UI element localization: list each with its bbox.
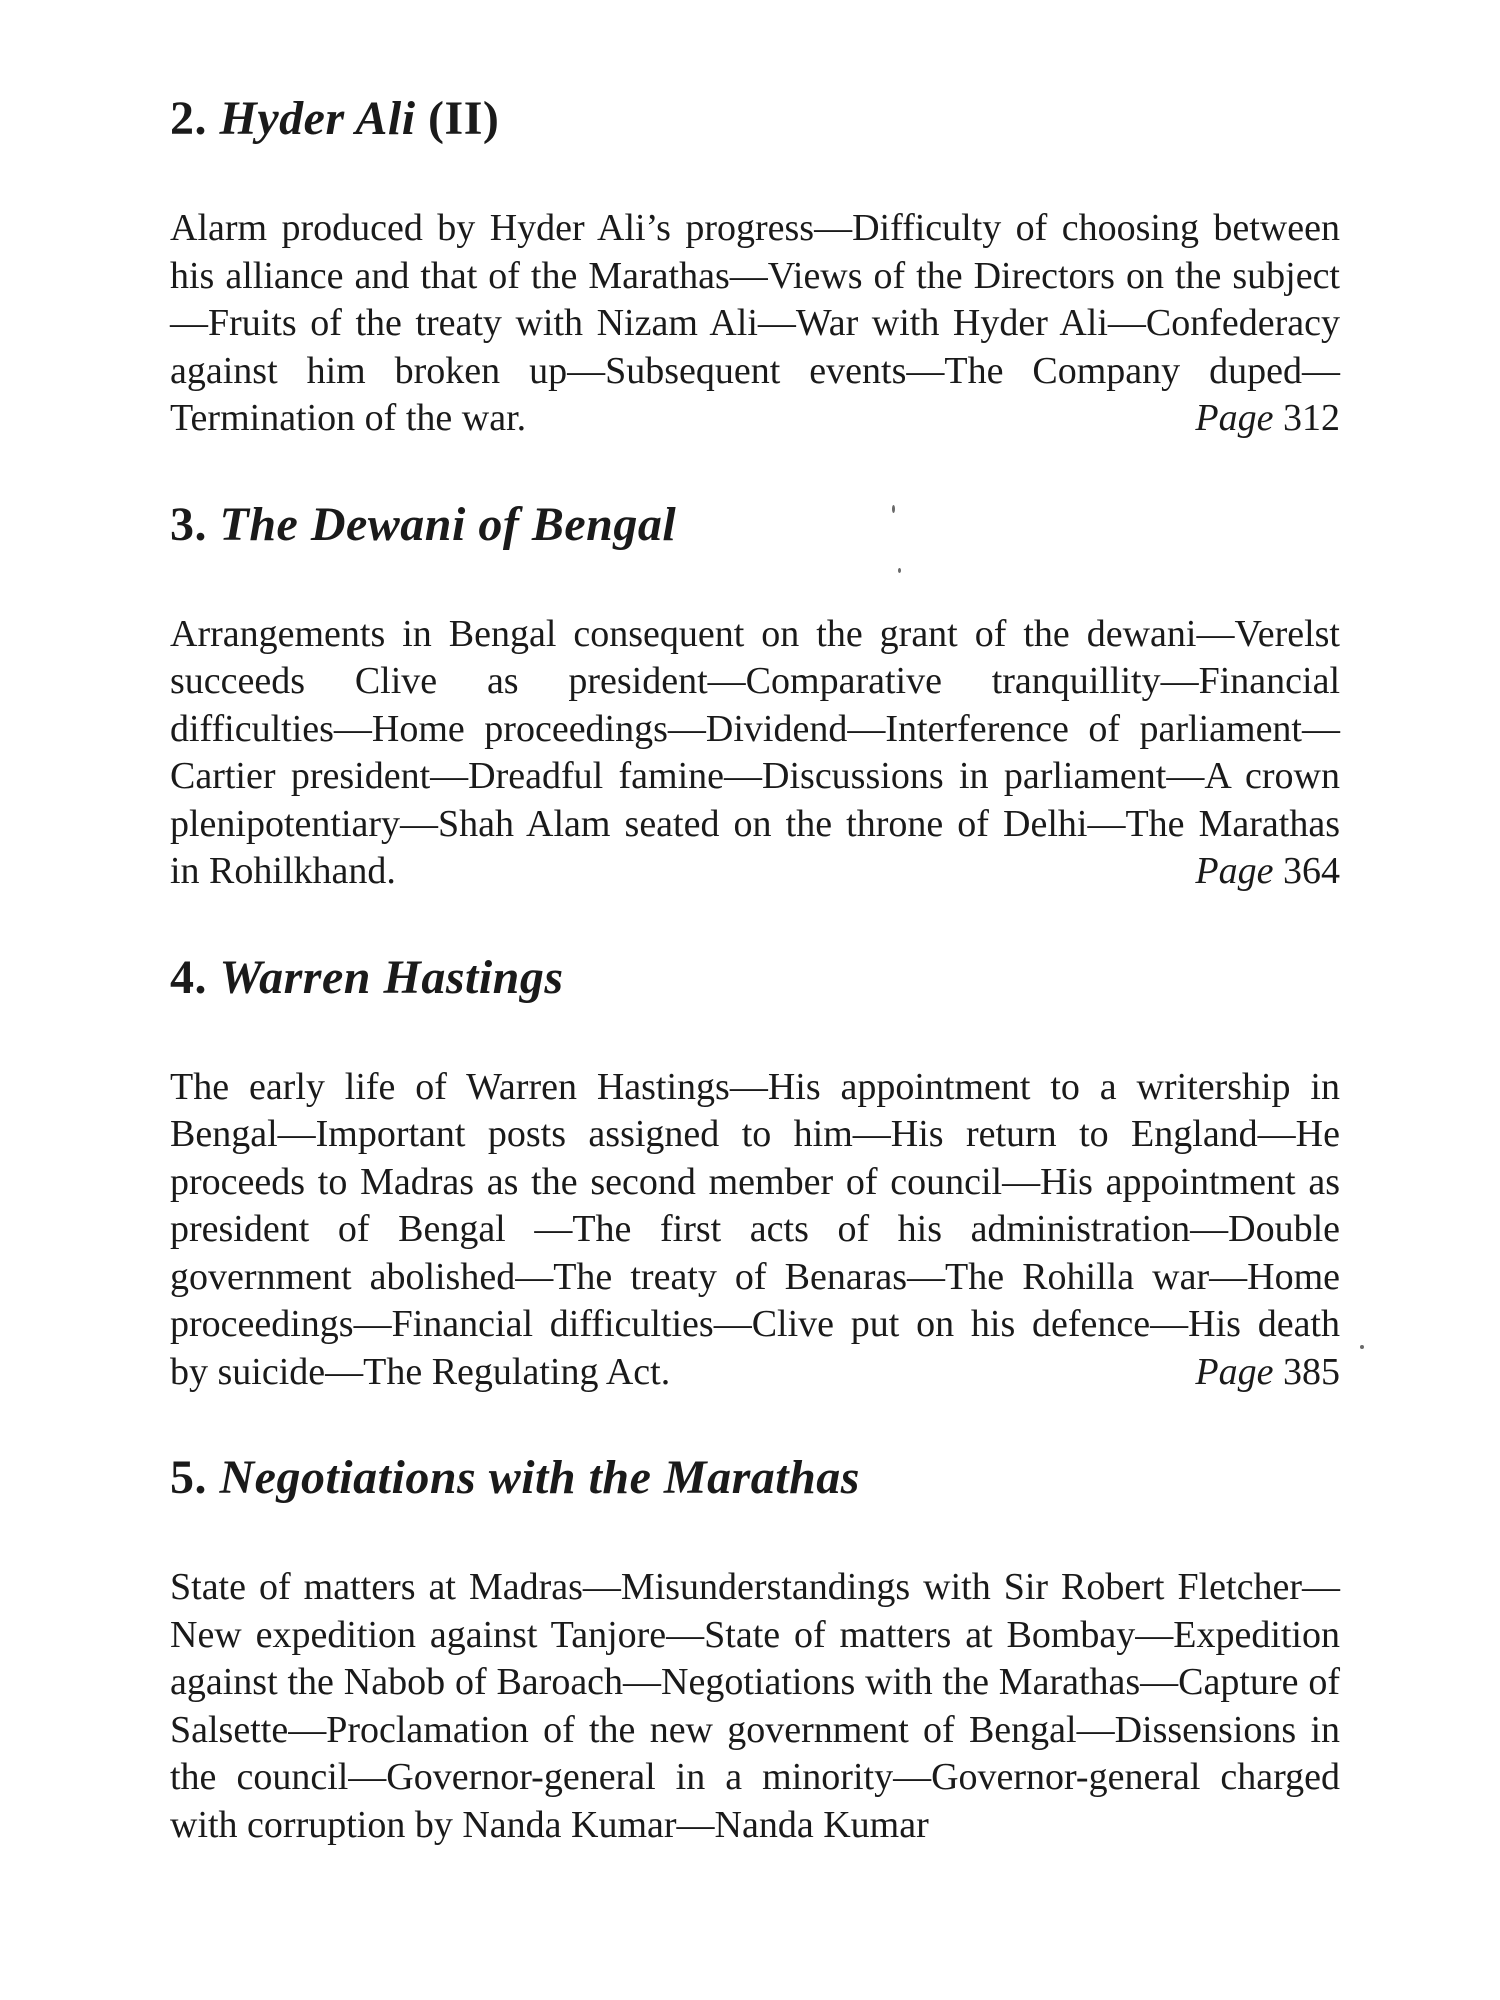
- page-reference: [1195, 848, 1340, 896]
- page-reference: [1195, 395, 1340, 443]
- scan-speck: [898, 568, 901, 573]
- page-label: Page: [1195, 850, 1274, 892]
- chapter-heading: [170, 92, 1340, 145]
- scan-speck: [1360, 1345, 1364, 1349]
- chapter-summary: [170, 1564, 1340, 1849]
- chapter-heading: [170, 950, 1340, 1004]
- page-number: 312: [1283, 397, 1340, 439]
- summary-text: The early life of Warren Hastings—His appointment to a writership in Bengal—Important posts assigned to him—His return to England—He proceeds to Madras as the second member of council—His appointment as president of Bengal —The first acts of his administration—Double government abolished—The treaty of Benaras—The Rohilla war—Home proceedings—Financial difficulties—Clive put on his defence—His death by suicide—The Regulating Act.: [170, 1065, 1340, 1393]
- chapter-number: 5.: [170, 1451, 207, 1504]
- page-label: Page: [1195, 397, 1274, 439]
- chapter-heading: [170, 1451, 1340, 1504]
- page-label: Page: [1195, 1350, 1274, 1393]
- summary-text: State of matters at Madras—Misunderstandings with Sir Robert Fletcher—New expedition against Tanjore—State of matters at Bombay—Expedition against the Nabob of Baroach—Negotiations with the Marathas—Capture of Salsette—Proclamation of the new government of Bengal—Dissensions in the council—Governor-general in a minority—Governor-general charged with corruption by Nanda Kumar—Nanda Kumar: [170, 1566, 1340, 1846]
- chapter-summary: [170, 205, 1340, 443]
- chapter-suffix: (II): [428, 92, 500, 145]
- chapter-title: The Dewani of Bengal: [219, 497, 677, 551]
- scan-speck: [892, 505, 895, 513]
- chapter-title: Warren Hastings: [219, 950, 564, 1004]
- page-number: 364: [1283, 850, 1340, 892]
- summary-text: Arrangements in Bengal consequent on the grant of the dewani—Verelst succeeds Clive as president—Comparative tranquillity—Financial difficulties—Home proceedings—Dividend—Interference of parliament—Cartier president—Dreadful famine—Discussions in parliament—A crown plenipotentiary—Shah Alam seated on the throne of Delhi—The Marathas in Rohilkhand.: [170, 612, 1340, 892]
- chapter-title: Hyder Ali: [219, 92, 416, 145]
- contents-page: [170, 92, 1340, 1849]
- chapter-summary: [170, 611, 1340, 896]
- chapter-3: [170, 497, 1340, 896]
- chapter-4: [170, 950, 1340, 1397]
- chapter-heading: [170, 497, 1340, 551]
- page-number: 385: [1283, 1350, 1340, 1393]
- summary-text: Alarm produced by Hyder Ali’s progress—Difficulty of choosing between his alliance and that of the Marathas—Views of the Directors on the subject—Fruits of the treaty with Nizam Ali—War with Hyder Ali—Confederacy against him broken up—Subsequent events—The Company duped—Termination of the war.: [170, 207, 1340, 439]
- chapter-title: Negotiations with the Marathas: [219, 1451, 860, 1504]
- chapter-number: 3.: [170, 497, 207, 551]
- chapter-5: [170, 1451, 1340, 1849]
- chapter-number: 4.: [170, 950, 207, 1004]
- page-reference: [1195, 1349, 1340, 1397]
- chapter-number: 2.: [170, 92, 207, 145]
- chapter-2: [170, 92, 1340, 443]
- chapter-summary: [170, 1064, 1340, 1397]
